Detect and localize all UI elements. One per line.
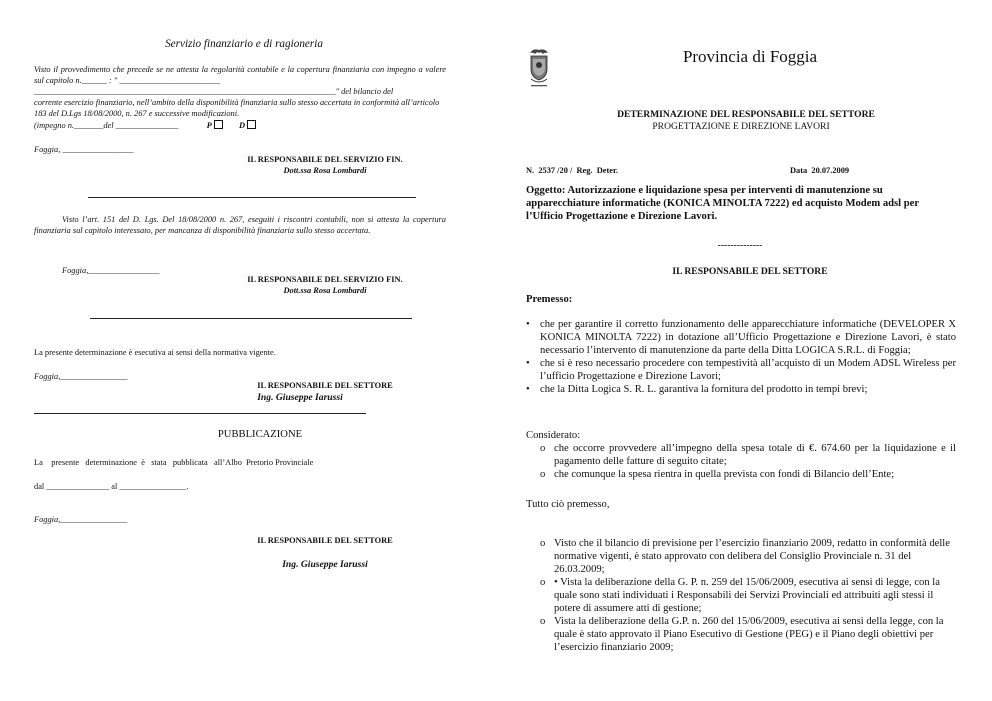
visto-item-3: Vista la deliberazione della G.P. n. 260 del 15/06/2009, esecutiva ai sensi della legge, con la quale è stato approvato il Piano Esecutivo di Gestione (PEG) e il Piano degli obiettivi per l’esercizio finanziario 2009;	[554, 616, 944, 653]
list-item	[540, 615, 956, 654]
circle-bullet-icon: o	[540, 538, 546, 549]
determinazione-subtitle: PROGETTAZIONE E DIREZIONE LAVORI	[652, 121, 830, 132]
divider-1	[88, 197, 416, 198]
resp-sett-name-2: Ing. Giuseppe Iarussi	[282, 559, 368, 570]
premesso-heading: Premesso:	[526, 294, 573, 305]
resp-sett-title-1: IL RESPONSABILE DEL SETTORE	[257, 381, 393, 390]
visto-provvedimento-2: ________________________________________________________________________" del bilancio del	[34, 87, 394, 96]
determinazione-title: DETERMINAZIONE DEL RESPONSABILE DEL SETTORE	[617, 109, 875, 120]
left-heading: Servizio finanziario e di ragioneria	[165, 38, 323, 50]
circle-bullet-icon: o	[540, 577, 546, 588]
considerato-list	[540, 442, 956, 481]
separator-line: --------------	[717, 240, 763, 251]
bullet-icon: •	[526, 319, 530, 330]
premesso-item-3: che la Ditta Logica S. R. L. garantiva la fornitura del prodotto in tempi brevi;	[540, 384, 868, 395]
foggia-date-3: Foggia,________________	[34, 372, 128, 381]
list-item	[526, 357, 956, 383]
list-item	[526, 318, 956, 357]
visto-item-1: Visto che il bilancio di previsione per l’esercizio finanziario 2009, redatto in conformità delle normative vigenti, è stato approvato con delibera del Consiglio Provinciale n. 31 del 26.03.2009;	[554, 538, 950, 575]
premesso-item-2: che si è reso necessario procedere con tempestività all’acquisto di un Modem ADSL Wireless per l’ufficio Progettazione e Direzione Lavori;	[540, 358, 956, 382]
list-item	[540, 537, 956, 576]
tutto-cio-premesso: Tutto ciò premesso,	[526, 499, 610, 510]
foggia-date-2: Foggia,_________________	[62, 266, 160, 275]
box-d-label: D	[238, 121, 246, 130]
divider-3	[34, 413, 366, 414]
resp-fin-name-2: Dott.ssa Rosa Lombardi	[283, 286, 367, 295]
foggia-date-4: Foggia,________________	[34, 515, 128, 524]
resp-fin-title-2: IL RESPONSABILE DEL SERVIZIO FIN.	[247, 275, 403, 284]
list-item	[526, 383, 956, 396]
impegno-text: (impegno n._______del _______________	[34, 121, 179, 130]
considerato-item-1: che occorre provvedere all’impegno della spesa totale di €. 674.60 per la liquidazione e il pagamento delle fatture di seguito citate;	[554, 443, 956, 467]
foggia-date-1: Foggia, _________________	[34, 145, 134, 154]
circle-bullet-icon: o	[540, 469, 546, 480]
esecutiva-text: La presente determinazione è esecutiva ai sensi della normativa vigente.	[34, 348, 276, 357]
circle-bullet-icon: o	[540, 616, 546, 627]
premesso-item-1: che per garantire il corretto funzionamento delle apparecchiature informatiche (DEVELOPER X KONICA MINOLTA 7222) in dotazione all’Ufficio Progettazione e Direzione Lavori, è stato necessario l’intervento di manutenzione da parte della Ditta LOGICA S.R.L. di Foggia;	[540, 319, 956, 356]
numero-determina: N. 2537 /20 / Reg. Deter.	[526, 166, 619, 175]
box-p-label: P	[206, 121, 212, 130]
visto-provvedimento-3: corrente esercizio finanziario, nell’ambito della disponibilità finanziaria sullo stesso accertata in conformità all’articolo 183 del D.Lgs 18/08/2000, n. 267 e successive modificazioni.	[34, 98, 440, 118]
dal-al-text: dal _______________ al ________________.	[34, 482, 189, 491]
visto-art-151: Visto l’art. 151 del D. Lgs. Del 18/08/2000 n. 267, eseguiti i riscontri contabili, non si attesta la copertura finanziaria sul capitolo interessato, per mancanza di disponibilità finanziaria sullo stesso accertata.	[34, 215, 446, 235]
visto-item-2: • Vista la deliberazione della G. P. n. 259 del 15/06/2009, esecutiva ai sensi di legge, con la quale sono stati individuati i Responsabili dei Servizi Provinciali ed attribuiti agli stessi il potere di assumere atti di gestione;	[554, 577, 940, 614]
resp-sett-title-2: IL RESPONSABILE DEL SETTORE	[257, 536, 393, 545]
resp-sett-name-1: Ing. Giuseppe Iarussi	[257, 392, 343, 403]
list-item	[540, 468, 956, 481]
visto-provvedimento-1: Visto il provvedimento che precede se ne attesta la regolarità contabile e la copertura finanziaria con impegno a valere sul capitolo n.______ : " ________________________	[34, 65, 446, 85]
visto-provvedimento-4	[34, 120, 454, 131]
pubblicazione-heading: PUBBLICAZIONE	[217, 429, 303, 440]
premesso-list	[526, 318, 956, 396]
divider-2	[90, 318, 412, 319]
resp-fin-name-1: Dott.ssa Rosa Lombardi	[283, 166, 367, 175]
bullet-icon: •	[526, 358, 530, 369]
considerato-heading: Considerato:	[526, 430, 581, 441]
checkbox-p[interactable]	[214, 120, 223, 129]
bullet-icon: •	[526, 384, 530, 395]
provincia-crest-icon	[527, 47, 551, 91]
list-item	[540, 442, 956, 468]
data-determina: Data 20.07.2009	[790, 166, 850, 175]
pubblicazione-text: La presente determinazione è stata pubblicata all’Albo Pretorio Provinciale	[34, 458, 314, 467]
il-responsabile-heading: IL RESPONSABILE DEL SETTORE	[672, 266, 828, 277]
list-item	[540, 576, 956, 615]
considerato-item-2: che comunque la spesa rientra in quella prevista con fondi di Bilancio dell’Ente;	[554, 469, 895, 480]
circle-bullet-icon: o	[540, 443, 546, 454]
provincia-title: Provincia di Foggia	[682, 47, 818, 66]
resp-fin-title-1: IL RESPONSABILE DEL SERVIZIO FIN.	[247, 155, 403, 164]
oggetto-text: Oggetto: Autorizzazione e liquidazione spesa per interventi di manutenzione su apparecchiature informatiche (KONICA MINOLTA 7222) ed acquisto Modem adsl per l’Ufficio Progettazione e Direzione Lavori.	[526, 185, 919, 222]
checkbox-d[interactable]	[247, 120, 256, 129]
visto-list	[540, 537, 956, 654]
